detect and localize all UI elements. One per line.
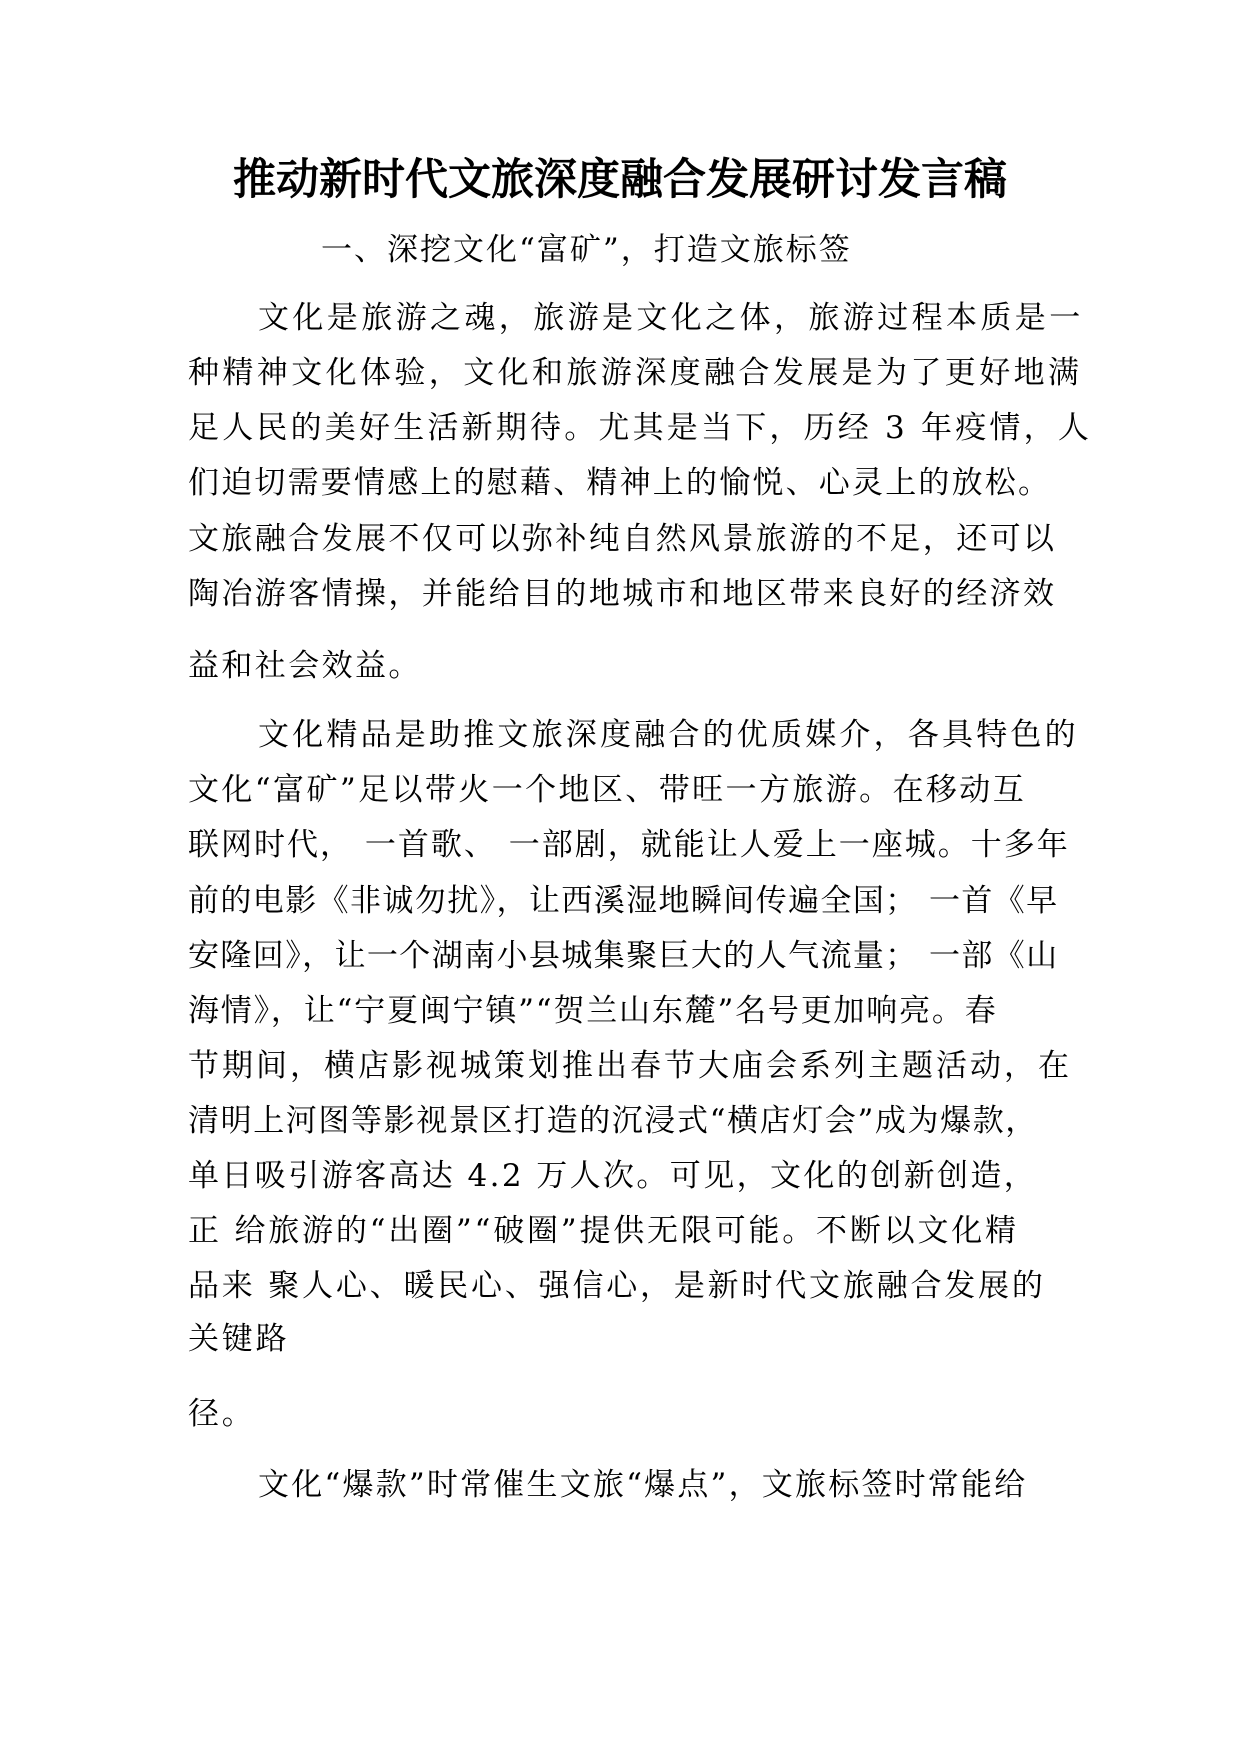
paragraph-line: 关键路: [188, 1321, 290, 1357]
paragraph-line: 陶冶游客情操，并能给目的地城市和地区带来良好的经济效: [188, 576, 1057, 612]
paragraph-line: 清明上河图等影视景区打造的沉浸式“横店灯会”成为爆款，: [188, 1103, 1038, 1139]
paragraph-line: 节期间，横店影视城策划推出春节大庙会系列主题活动，在: [188, 1048, 1072, 1084]
paragraph-line: 海情》，让“宁夏闽宁镇”“贺兰山东麓”名号更加响亮。春: [188, 993, 998, 1029]
paragraph-line: 正 给旅游的“出圈”“破圈”提供无限可能。不断以文化精: [188, 1213, 1019, 1249]
paragraph-line: 文化是旅游之魂，旅游是文化之体，旅游过程本质是一: [258, 300, 1084, 336]
paragraph-line: 种精神文化体验，文化和旅游深度融合发展是为了更好地满: [188, 355, 1083, 391]
paragraph-line: 安隆回》，让一个湖南小县城集聚巨大的人气流量； 一部《山: [188, 938, 1059, 974]
paragraph-line: 前的电影《非诚勿扰》，让西溪湿地瞬间传遍全国； 一首《早: [188, 883, 1059, 919]
document-title: 推动新时代文旅深度融合发展研讨发言稿: [233, 155, 1007, 205]
paragraph-line: 文化“爆款”时常催生文旅“爆点”，文旅标签时常能给: [258, 1467, 1028, 1503]
paragraph-line: 们迫切需要情感上的慰藉、精神上的愉悦、心灵上的放松。: [188, 465, 1052, 501]
paragraph-line: 文化精品是助推文旅深度融合的优质媒介，各具特色的: [258, 717, 1079, 753]
section-heading: 一、深挖文化“富矿”，打造文旅标签: [321, 232, 852, 268]
paragraph-line: 品来 聚人心、暖民心、强信心，是新时代文旅融合发展的: [188, 1268, 1046, 1304]
paragraph-line: 径。: [188, 1396, 256, 1432]
paragraph-line: 文旅融合发展不仅可以弥补纯自然风景旅游的不足，还可以: [188, 521, 1057, 557]
paragraph-line: 联网时代， 一首歌、 一部剧，就能让人爱上一座城。十多年: [188, 827, 1070, 863]
paragraph-line: 益和社会效益。: [188, 648, 422, 684]
paragraph-line: 足人民的美好生活新期待。尤其是当下，历经 3 年疫情，人: [188, 410, 1093, 446]
paragraph-line: 单日吸引游客高达 4.2 万人次。可见，文化的创新创造，: [188, 1158, 1038, 1194]
paragraph-line: 文化“富矿”足以带火一个地区、带旺一方旅游。在移动互: [188, 772, 1027, 808]
